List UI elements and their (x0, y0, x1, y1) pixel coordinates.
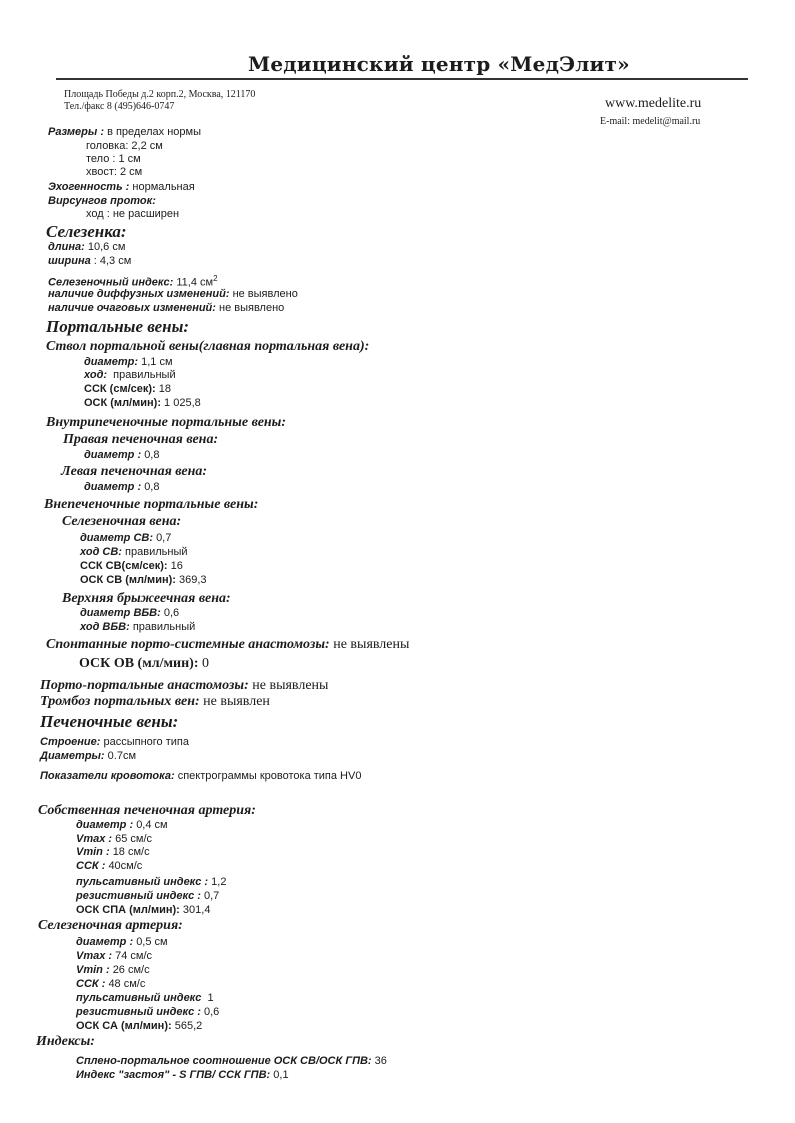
osk-ov-label: ОСК ОВ (мл/мин): (79, 656, 199, 671)
spleen-index-sup: 2 (213, 274, 218, 283)
spleen-index-label: Селезеночный индекс: (48, 276, 174, 289)
ha-ssk-label: ССК : (76, 860, 106, 872)
porto-value: не выявлены (252, 678, 329, 693)
sv-course-label: ход СВ: (80, 546, 122, 558)
hepatic-structure-label: Строение: (40, 736, 101, 748)
stasis-label: Индекс "застоя" - S ГПВ/ ССК ГПВ: (76, 1069, 271, 1081)
thromb-value: не выявлен (203, 694, 270, 709)
ha-pi-value: 1,2 (211, 876, 227, 888)
vbv-course-row (80, 621, 195, 634)
spleen-length-value: 10,6 см (87, 241, 126, 253)
portal-heading: Портальные вены: (46, 317, 190, 336)
left-hepatic-heading: Левая печеночная вена: (61, 464, 208, 479)
ha-ri-label: резистивный индекс : (76, 890, 201, 902)
spont-anastomoses-row (46, 637, 409, 653)
spleen-index-value: 11,4 см (176, 276, 214, 289)
spleen-diffuse-value: не выявлено (232, 288, 298, 300)
ha-diam-value: 0,4 см (136, 819, 168, 831)
thrombosis-row (40, 694, 270, 710)
hepatic-diam-row (40, 750, 136, 763)
hepatic-structure-value: рассыпного типа (103, 736, 189, 748)
sa-pi-label: пульсативный индекс (76, 992, 202, 1004)
ha-ssk-row (76, 860, 142, 873)
pancreas-duct-course: ход : не расширен (86, 208, 180, 220)
vbv-course-label: ход ВБВ: (80, 621, 130, 633)
right-hepatic-heading: Правая печеночная вена: (63, 432, 219, 447)
sv-ssk-value: 16 (170, 560, 183, 572)
pancreas-size-value: в пределах нормы (107, 126, 201, 138)
ha-diam-row (76, 819, 168, 832)
ha-osk-row (76, 904, 210, 917)
sa-vmax-label: Vmax : (76, 950, 113, 962)
sv-ssk-row (80, 560, 183, 573)
indices-heading: Индексы: (36, 1034, 95, 1049)
hepatic-structure-row (40, 736, 189, 749)
thromb-label: Тромбоз портальных вен: (40, 694, 200, 709)
pancreas-tail: хвост: 2 см (86, 166, 143, 178)
sa-ri-row (76, 1006, 219, 1019)
spleen-width-value: : 4,3 см (93, 255, 132, 267)
trunk-diam-label: диаметр: (84, 356, 139, 368)
sa-vmin-label: Vmin : (76, 964, 110, 976)
porto-anastomoses-row (40, 678, 328, 694)
trunk-course-value: правильный (113, 369, 176, 381)
left-diam-label: диаметр : (84, 481, 142, 493)
right-diam-row (84, 449, 159, 462)
sv-diam-value: 0,7 (156, 532, 172, 544)
splenic-artery-heading: Селезеночная артерия: (38, 918, 183, 933)
sa-vmax-value: 74 см/с (115, 950, 153, 962)
pancreas-size-label: Размеры : (48, 126, 105, 138)
sv-course-row (80, 546, 188, 559)
sa-vmin-value: 26 см/с (112, 964, 150, 976)
sa-osk-value: 565,2 (174, 1020, 203, 1032)
clinic-title: Медицинский центр «МедЭлит» (248, 52, 630, 76)
trunk-osk-row (84, 397, 201, 410)
sa-osk-label: ОСК СА (мл/мин): (76, 1020, 172, 1032)
spleen-width-row (48, 255, 131, 268)
vbv-diam-value: 0,6 (163, 607, 180, 619)
sa-vmax-row (76, 950, 152, 963)
trunk-diam-value: 1,1 см (141, 356, 173, 368)
pancreas-duct-label: Вирсунгов проток: (48, 195, 156, 207)
ha-ssk-value: 40см/с (108, 860, 143, 872)
trunk-course-row (84, 369, 176, 382)
sa-pi-row (76, 992, 214, 1005)
sa-ssk-row (76, 978, 145, 991)
right-diam-value: 0,8 (144, 449, 160, 461)
email: E-mail: medelit@mail.ru (600, 116, 701, 127)
osk-ov-row (79, 656, 209, 672)
pancreas-echo-label: Эхогенность : (48, 181, 130, 193)
right-diam-label: диаметр : (84, 449, 142, 461)
sa-pi-value: 1 (207, 992, 214, 1004)
ha-diam-label: диаметр : (76, 819, 134, 831)
ha-osk-label: ОСК СПА (мл/мин): (76, 904, 180, 916)
hepatic-diam-label: Диаметры: (40, 750, 105, 762)
vbv-course-value: правильный (132, 621, 196, 633)
spleen-focal-row (48, 302, 284, 315)
sa-vmin-row (76, 964, 150, 977)
trunk-course-label: ход: (84, 369, 108, 381)
hepatic-flow-value: спектрограммы кровотока типа HV0 (177, 770, 362, 782)
ha-vmax-row (76, 833, 152, 846)
clinic-address (64, 89, 255, 113)
pancreas-echo-value: нормальная (132, 181, 195, 193)
spleen-diffuse-label: наличие диффузных изменений: (48, 288, 230, 300)
trunk-diam-row (84, 356, 173, 369)
trunk-ssk-label: ССК (см/сек): (84, 383, 156, 395)
spleen-length-row (48, 241, 125, 254)
spleen-width-label: ширина (48, 255, 91, 267)
sa-ssk-value: 48 см/с (108, 978, 146, 990)
spleen-diffuse-row (48, 288, 298, 301)
extra-portal-heading: Внепеченочные портальные вены: (44, 497, 259, 512)
sv-osk-label: ОСК СВ (мл/мин): (80, 574, 176, 586)
porto-label: Порто-портальные анастомозы: (40, 678, 249, 693)
ha-osk-value: 301,4 (182, 904, 211, 916)
spleen-focal-label: наличие очаговых изменений: (48, 302, 216, 314)
header-divider (56, 78, 748, 80)
spleen-length-label: длина: (48, 241, 85, 253)
sa-diam-value: 0,5 см (136, 936, 168, 948)
portal-trunk-heading: Ствол портальной вены(главная портальная вена): (46, 339, 370, 354)
ha-vmin-label: Vmin : (76, 846, 110, 858)
sv-diam-row (80, 532, 171, 545)
spont-label: Спонтанные порто-системные анастомозы: (46, 637, 330, 652)
pancreas-echo-row (48, 181, 195, 194)
hepatic-diam-value: 0.7см (107, 750, 137, 762)
phone-line: Тел./факс 8 (495)646-0747 (64, 101, 175, 112)
ha-vmin-row (76, 846, 150, 859)
ratio-value: 36 (374, 1055, 387, 1067)
osk-ov-value: 0 (202, 656, 209, 671)
hepatic-flow-label: Показатели кровотока: (40, 770, 175, 782)
spleen-index-row (48, 272, 218, 290)
spleen-heading: Селезенка: (46, 222, 127, 241)
ha-pi-label: пульсативный индекс : (76, 876, 209, 888)
sv-osk-row (80, 574, 207, 587)
vbv-diam-row (80, 607, 179, 620)
vbv-diam-label: диаметр ВБВ: (80, 607, 161, 619)
sv-osk-value: 369,3 (179, 574, 207, 586)
trunk-ssk-value: 18 (158, 383, 172, 395)
ratio-row (76, 1055, 387, 1068)
ha-vmax-label: Vmax : (76, 833, 113, 845)
ha-vmax-value: 65 см/с (115, 833, 153, 845)
trunk-ssk-row (84, 383, 171, 396)
sa-diam-row (76, 936, 168, 949)
trunk-osk-label: ОСК (мл/мин): (84, 397, 161, 409)
pancreas-head: головка: 2,2 см (86, 140, 163, 152)
hepatic-flow-row (40, 770, 361, 783)
stasis-row (76, 1069, 289, 1082)
stasis-value: 0,1 (273, 1069, 289, 1081)
address-line: Площадь Победы д.2 корп.2, Москва, 121170 (64, 89, 256, 100)
splenic-vein-heading: Селезеночная вена: (62, 514, 182, 529)
sv-diam-label: диаметр СВ: (80, 532, 153, 544)
hepatic-artery-heading: Собственная печеночная артерия: (38, 803, 256, 818)
left-diam-row (84, 481, 159, 494)
sa-ssk-label: ССК : (76, 978, 106, 990)
sa-ri-value: 0,6 (204, 1006, 220, 1018)
sv-course-value: правильный (125, 546, 188, 558)
trunk-osk-value: 1 025,8 (164, 397, 201, 409)
spont-value: не выявлены (333, 637, 410, 652)
sv-ssk-label: ССК СВ(см/сек): (80, 560, 168, 572)
intra-portal-heading: Внутрипеченочные портальные вены: (46, 415, 287, 430)
sa-diam-label: диаметр : (76, 936, 134, 948)
ha-ri-row (76, 890, 219, 903)
hepatic-veins-heading: Печеночные вены: (40, 712, 179, 731)
ha-pi-row (76, 876, 226, 889)
left-diam-value: 0,8 (144, 481, 160, 493)
sa-ri-label: резистивный индекс : (76, 1006, 201, 1018)
website: www.medelite.ru (605, 96, 702, 111)
sup-mesenteric-heading: Верхняя брыжеечная вена: (62, 591, 231, 606)
pancreas-size-row (48, 126, 201, 139)
ha-ri-value: 0,7 (204, 890, 220, 902)
pancreas-body: тело : 1 см (86, 153, 141, 165)
spleen-focal-value: не выявлено (219, 302, 285, 314)
ha-vmin-value: 18 см/с (112, 846, 150, 858)
ratio-label: Сплено-портальное соотношение ОСК СВ/ОСК ГПВ: (76, 1055, 372, 1067)
sa-osk-row (76, 1020, 202, 1033)
